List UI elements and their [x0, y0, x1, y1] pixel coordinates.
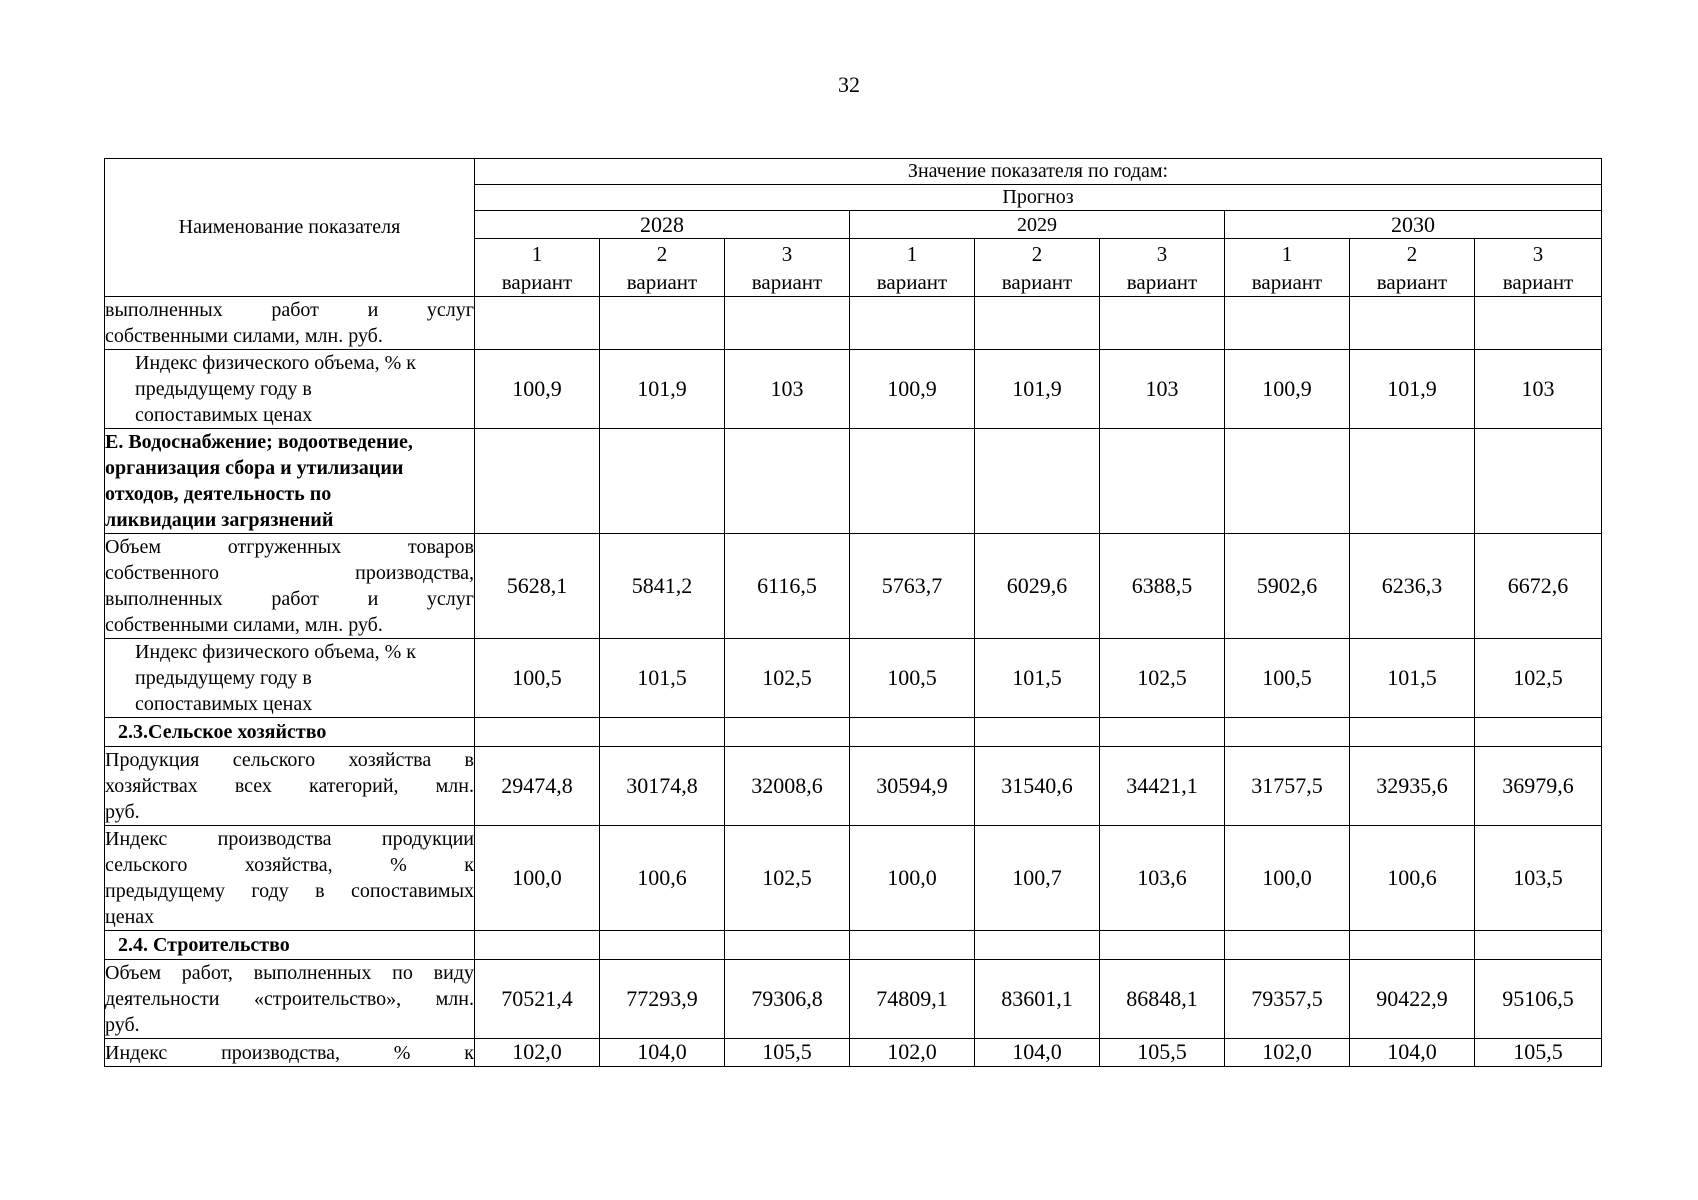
row-label: Объем работ, выполненных по виду деятельности «строительство», млн. руб.: [105, 960, 475, 1039]
table-cell: 100,9: [850, 350, 975, 429]
table-cell: 5763,7: [850, 534, 975, 639]
table-cell: 104,0: [975, 1039, 1100, 1067]
table-cell: 104,0: [600, 1039, 725, 1067]
table-cell: [850, 297, 975, 350]
table-cell: 105,5: [725, 1039, 850, 1067]
table-cell: 6029,6: [975, 534, 1100, 639]
table-cell: [1100, 931, 1225, 960]
table-cell: [725, 931, 850, 960]
section-label: 2.4. Строительство: [105, 931, 475, 960]
table-cell: 100,0: [1225, 826, 1350, 931]
table-cell: [1225, 931, 1350, 960]
table-row: [105, 639, 1602, 718]
table-cell: 103: [1100, 350, 1225, 429]
table-cell: 90422,9: [1350, 960, 1475, 1039]
table-cell: 100,5: [850, 639, 975, 718]
table-cell: [1350, 718, 1475, 747]
table-cell: [1225, 429, 1350, 534]
table-row: [105, 747, 1602, 826]
row-label: Продукция сельского хозяйства в хозяйствах всех категорий, млн. руб.: [105, 747, 475, 826]
table-cell: 31540,6: [975, 747, 1100, 826]
table-cell: [975, 931, 1100, 960]
table-row: [105, 960, 1602, 1039]
table-cell: 103: [1475, 350, 1602, 429]
table-cell: [850, 931, 975, 960]
table-cell: [975, 718, 1100, 747]
table-cell: 103,6: [1100, 826, 1225, 931]
table-cell: [1100, 718, 1225, 747]
table-cell: [475, 297, 600, 350]
variant-header: 2 вариант: [1350, 239, 1475, 297]
variant-header: 1 вариант: [475, 239, 600, 297]
table-cell: [975, 297, 1100, 350]
table-cell: 32008,6: [725, 747, 850, 826]
table-cell: 100,9: [1225, 350, 1350, 429]
indicator-name-header: Наименование показателя: [105, 159, 475, 297]
table-cell: 101,5: [1350, 639, 1475, 718]
table-cell: [475, 429, 600, 534]
table-cell: 102,5: [725, 826, 850, 931]
table-cell: 101,9: [1350, 350, 1475, 429]
table-cell: 6116,5: [725, 534, 850, 639]
row-label: выполненных работ и услуг собственными силами, млн. руб.: [105, 297, 475, 350]
table-cell: 30174,8: [600, 747, 725, 826]
table-cell: [975, 429, 1100, 534]
table-cell: 102,0: [850, 1039, 975, 1067]
table-cell: [600, 931, 725, 960]
variant-header: 3 вариант: [1475, 239, 1602, 297]
header-row-title: [105, 159, 1602, 185]
table-cell: 31757,5: [1225, 747, 1350, 826]
table-cell: 5628,1: [475, 534, 600, 639]
variant-header: 3 вариант: [1100, 239, 1225, 297]
table-row: [105, 350, 1602, 429]
table-cell: 101,9: [600, 350, 725, 429]
year-2029-header: 2029: [850, 211, 1225, 239]
table-cell: 100,5: [1225, 639, 1350, 718]
table-cell: 104,0: [1350, 1039, 1475, 1067]
table-cell: 79357,5: [1225, 960, 1350, 1039]
table-cell: [1225, 718, 1350, 747]
table-cell: 103: [725, 350, 850, 429]
table-cell: 101,5: [600, 639, 725, 718]
table-cell: [1475, 931, 1602, 960]
table-cell: [1100, 429, 1225, 534]
table-cell: 34421,1: [1100, 747, 1225, 826]
table-cell: 77293,9: [600, 960, 725, 1039]
table-cell: 29474,8: [475, 747, 600, 826]
table-cell: 6672,6: [1475, 534, 1602, 639]
table-cell: 6388,5: [1100, 534, 1225, 639]
table-cell: [475, 718, 600, 747]
table-cell: 102,0: [475, 1039, 600, 1067]
row-label: Индекс физического объема, % к предыдущему году в сопоставимых ценах: [105, 350, 475, 429]
table-row: [105, 429, 1602, 534]
table-cell: 5841,2: [600, 534, 725, 639]
table-cell: [1350, 931, 1475, 960]
forecast-table: [104, 158, 1602, 1067]
table-cell: 102,5: [1100, 639, 1225, 718]
table-cell: [475, 931, 600, 960]
values-title-header: Значение показателя по годам:: [475, 159, 1602, 185]
table-cell: 100,5: [475, 639, 600, 718]
table-cell: [850, 429, 975, 534]
table-cell: 83601,1: [975, 960, 1100, 1039]
table-cell: [725, 718, 850, 747]
year-2028-header: 2028: [475, 211, 850, 239]
page-number: 32: [838, 72, 860, 97]
table-cell: [600, 429, 725, 534]
table-cell: 70521,4: [475, 960, 600, 1039]
section-label: Е. Водоснабжение; водоотведение, организация сбора и утилизации отходов, деятельность по ликвидации загрязнений: [105, 429, 475, 534]
table-cell: 100,0: [850, 826, 975, 931]
variant-header: 1 вариант: [850, 239, 975, 297]
table-cell: 36979,6: [1475, 747, 1602, 826]
table-cell: 102,5: [1475, 639, 1602, 718]
table-cell: 101,5: [975, 639, 1100, 718]
table-cell: 105,5: [1100, 1039, 1225, 1067]
row-label: Индекс физического объема, % к предыдущему году в сопоставимых ценах: [105, 639, 475, 718]
table-cell: 100,0: [475, 826, 600, 931]
table-cell: 103,5: [1475, 826, 1602, 931]
table-cell: [1475, 429, 1602, 534]
table-cell: 86848,1: [1100, 960, 1225, 1039]
table-cell: [1350, 297, 1475, 350]
table-cell: 105,5: [1475, 1039, 1602, 1067]
variant-header: 2 вариант: [975, 239, 1100, 297]
table-cell: 32935,6: [1350, 747, 1475, 826]
variant-header: 2 вариант: [600, 239, 725, 297]
table-cell: 6236,3: [1350, 534, 1475, 639]
table-cell: 30594,9: [850, 747, 975, 826]
variant-header: 1 вариант: [1225, 239, 1350, 297]
table-cell: [850, 718, 975, 747]
table-cell: [1350, 429, 1475, 534]
table-cell: [725, 429, 850, 534]
table-cell: [725, 297, 850, 350]
table-cell: 100,7: [975, 826, 1100, 931]
table-row: [105, 931, 1602, 960]
table-row: [105, 826, 1602, 931]
table-cell: [1225, 297, 1350, 350]
row-label: Индекс производства продукции сельского хозяйства, % к предыдущему году в сопоставимых ценах: [105, 826, 475, 931]
row-label: Объем отгруженных товаров собственного производства, выполненных работ и услуг собственными силами, млн. руб.: [105, 534, 475, 639]
table-cell: [1475, 718, 1602, 747]
table-cell: [1475, 297, 1602, 350]
table-cell: [1100, 297, 1225, 350]
row-label: Индекс производства, % к: [105, 1039, 475, 1067]
table-cell: 100,9: [475, 350, 600, 429]
table-row: [105, 718, 1602, 747]
table-row: [105, 534, 1602, 639]
table-cell: 95106,5: [1475, 960, 1602, 1039]
table-cell: 5902,6: [1225, 534, 1350, 639]
table-row: [105, 1039, 1602, 1067]
section-label: 2.3.Сельское хозяйство: [105, 718, 475, 747]
table-cell: 79306,8: [725, 960, 850, 1039]
table-cell: 74809,1: [850, 960, 975, 1039]
table-row: [105, 297, 1602, 350]
variant-header: 3 вариант: [725, 239, 850, 297]
table-cell: [600, 297, 725, 350]
table-cell: [600, 718, 725, 747]
table-cell: 100,6: [600, 826, 725, 931]
year-2030-header: 2030: [1225, 211, 1602, 239]
table-cell: 102,5: [725, 639, 850, 718]
table-cell: 101,9: [975, 350, 1100, 429]
table-cell: 102,0: [1225, 1039, 1350, 1067]
forecast-header: Прогноз: [475, 185, 1602, 211]
table-cell: 100,6: [1350, 826, 1475, 931]
